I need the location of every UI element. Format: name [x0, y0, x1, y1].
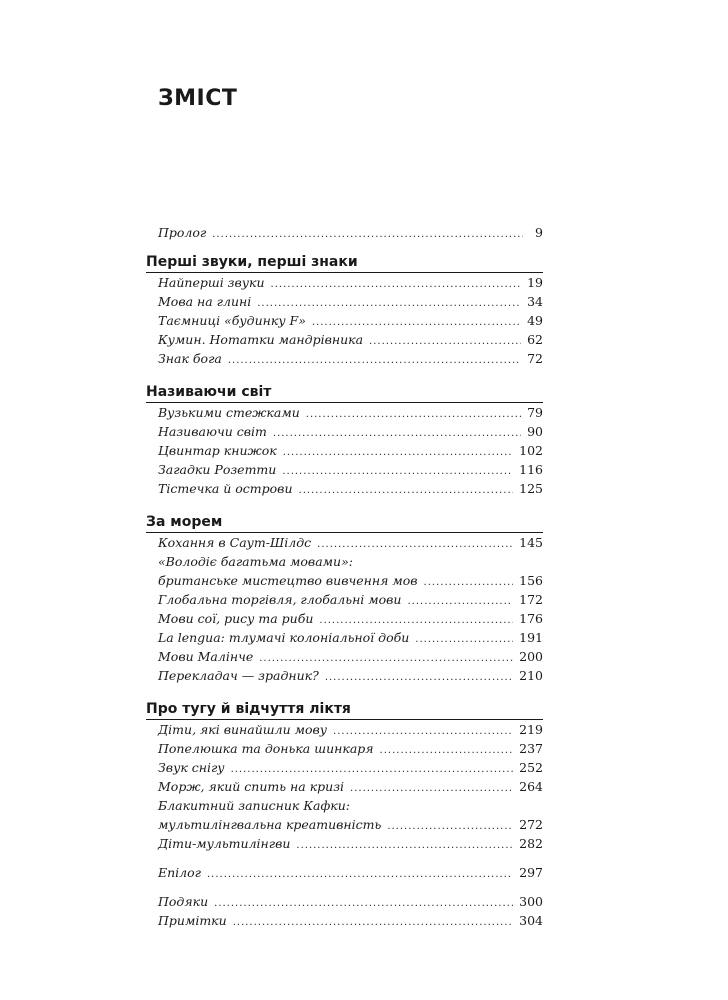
toc-entry-title: Таємниці «будинку F»: [158, 313, 306, 328]
toc-entry-title: Звук снігу: [158, 760, 225, 775]
table-of-contents: [146, 223, 543, 930]
toc-entry-page: 72: [527, 351, 543, 366]
toc-entry-title: Мова на глині: [158, 294, 252, 309]
toc-entry: [146, 647, 543, 666]
toc-entry-page: 200: [519, 649, 543, 664]
leader-dots: [283, 443, 513, 462]
toc-entry-prologue: [146, 223, 543, 242]
toc-entry: [146, 815, 543, 834]
leader-dots: [296, 836, 513, 855]
toc-entry-title: Кумин. Нотатки мандрівника: [158, 332, 364, 347]
toc-entry-page: 62: [527, 332, 543, 347]
toc-entry-title: «Володіє багатьма мовами»:: [158, 554, 353, 569]
toc-entry: [146, 533, 543, 552]
leader-dots: [214, 894, 513, 913]
toc-entry-page: 102: [519, 443, 543, 458]
leader-dots: [282, 462, 513, 481]
section-heading: Про тугу й відчуття ліктя: [146, 699, 543, 720]
page-title: ЗМІСТ: [158, 86, 238, 111]
toc-entry-page: 49: [527, 313, 543, 328]
toc-entry-page: 156: [519, 573, 543, 588]
toc-entry: [146, 720, 543, 739]
leader-dots: [212, 225, 523, 244]
toc-entry: [146, 628, 543, 647]
toc-entry-title: Епілог: [158, 865, 201, 880]
toc-entry-acknowledgements: [146, 892, 543, 911]
toc-entry: [146, 292, 543, 311]
toc-entry-title: Тістечка й острови: [158, 481, 293, 496]
toc-entry-page: 264: [519, 779, 543, 794]
toc-entry-title: Пролог: [158, 225, 207, 240]
leader-dots: [387, 817, 513, 836]
leader-dots: [306, 405, 521, 424]
toc-entry-page: 9: [535, 225, 543, 240]
toc-entry-title: Примітки: [158, 913, 227, 928]
leader-dots: [271, 275, 522, 294]
toc-entry-page: 272: [519, 817, 543, 832]
toc-entry: [146, 609, 543, 628]
toc-entry-title: Глобальна торгівля, глобальні мови: [158, 592, 402, 607]
toc-entry-page: 19: [527, 275, 543, 290]
toc-entry-title: Мови сої, рису та риби: [158, 611, 314, 626]
toc-entry-title: La lengua: тлумачі колоніальної доби: [158, 630, 410, 645]
toc-entry-title: Подяки: [158, 894, 209, 909]
toc-entry-page: 90: [527, 424, 543, 439]
toc-entry-page: 34: [527, 294, 543, 309]
toc-entry: [146, 590, 543, 609]
toc-entry-page: 125: [519, 481, 543, 496]
toc-entry-title: Перекладач — зрадник?: [158, 668, 319, 683]
section-heading: За морем: [146, 512, 543, 533]
toc-entry: [146, 739, 543, 758]
toc-entry: [146, 777, 543, 796]
toc-entry: [146, 311, 543, 330]
toc-entry-title: Кохання в Саут-Шілдс: [158, 535, 312, 550]
toc-entry-title: мультилінгвальна креативність: [158, 817, 382, 832]
toc-entry-title: Цвинтар книжок: [158, 443, 277, 458]
toc-entry-title: Морж, який спить на кризі: [158, 779, 345, 794]
toc-entry-title: Загадки Розетти: [158, 462, 277, 477]
section-heading: Називаючи світ: [146, 382, 543, 403]
toc-entry: [146, 460, 543, 479]
toc-entry-title: Називаючи світ: [158, 424, 267, 439]
toc-entry-title: британське мистецтво вивчення мов: [158, 573, 418, 588]
toc-entry-title: Знак бога: [158, 351, 222, 366]
toc-entry-page: 304: [519, 913, 543, 928]
toc-entry: [146, 834, 543, 853]
toc-entry-page: 219: [519, 722, 543, 737]
toc-entry-title: Діти-мультилінгви: [158, 836, 291, 851]
toc-entry: [146, 273, 543, 292]
leader-dots: [408, 592, 514, 611]
toc-entry-first-line: [146, 552, 543, 571]
toc-entry-page: 191: [519, 630, 543, 645]
leader-dots: [273, 424, 521, 443]
toc-entry-notes: [146, 911, 543, 930]
toc-entry: [146, 479, 543, 498]
toc-entry: [146, 571, 543, 590]
toc-entry-page: 116: [519, 462, 543, 477]
toc-entry-epilogue: [146, 863, 543, 882]
toc-entry-title: Найперші звуки: [158, 275, 265, 290]
toc-entry-page: 252: [519, 760, 543, 775]
toc-entry-title: Попелюшка та донька шинкаря: [158, 741, 374, 756]
toc-entry-page: 79: [527, 405, 543, 420]
toc-entry-page: 282: [519, 836, 543, 851]
toc-entry: [146, 441, 543, 460]
toc-entry-title: Вузькими стежками: [158, 405, 300, 420]
leader-dots: [325, 668, 513, 687]
leader-dots: [228, 351, 521, 370]
toc-entry-page: 145: [519, 535, 543, 550]
leader-dots: [380, 741, 514, 760]
toc-entry: [146, 349, 543, 368]
toc-entry-first-line: [146, 796, 543, 815]
toc-entry: [146, 403, 543, 422]
toc-entry-page: 176: [519, 611, 543, 626]
toc-entry-page: 210: [519, 668, 543, 683]
toc-entry: [146, 666, 543, 685]
toc-entry: [146, 422, 543, 441]
toc-entry-page: 172: [519, 592, 543, 607]
leader-dots: [415, 630, 513, 649]
section-heading: Перші звуки, перші знаки: [146, 252, 543, 273]
toc-entry: [146, 758, 543, 777]
toc-entry-title: Блакитний записник Кафки:: [158, 798, 351, 813]
leader-dots: [369, 332, 521, 351]
leader-dots: [424, 573, 514, 592]
toc-entry-title: Діти, які винайшли мову: [158, 722, 328, 737]
toc-entry-page: 297: [519, 865, 543, 880]
leader-dots: [207, 865, 513, 884]
leader-dots: [233, 913, 513, 932]
toc-entry-page: 237: [519, 741, 543, 756]
leader-dots: [350, 779, 513, 798]
leader-dots: [299, 481, 514, 500]
toc-entry-title: Мови Малінче: [158, 649, 254, 664]
toc-entry: [146, 330, 543, 349]
toc-entry-page: 300: [519, 894, 543, 909]
